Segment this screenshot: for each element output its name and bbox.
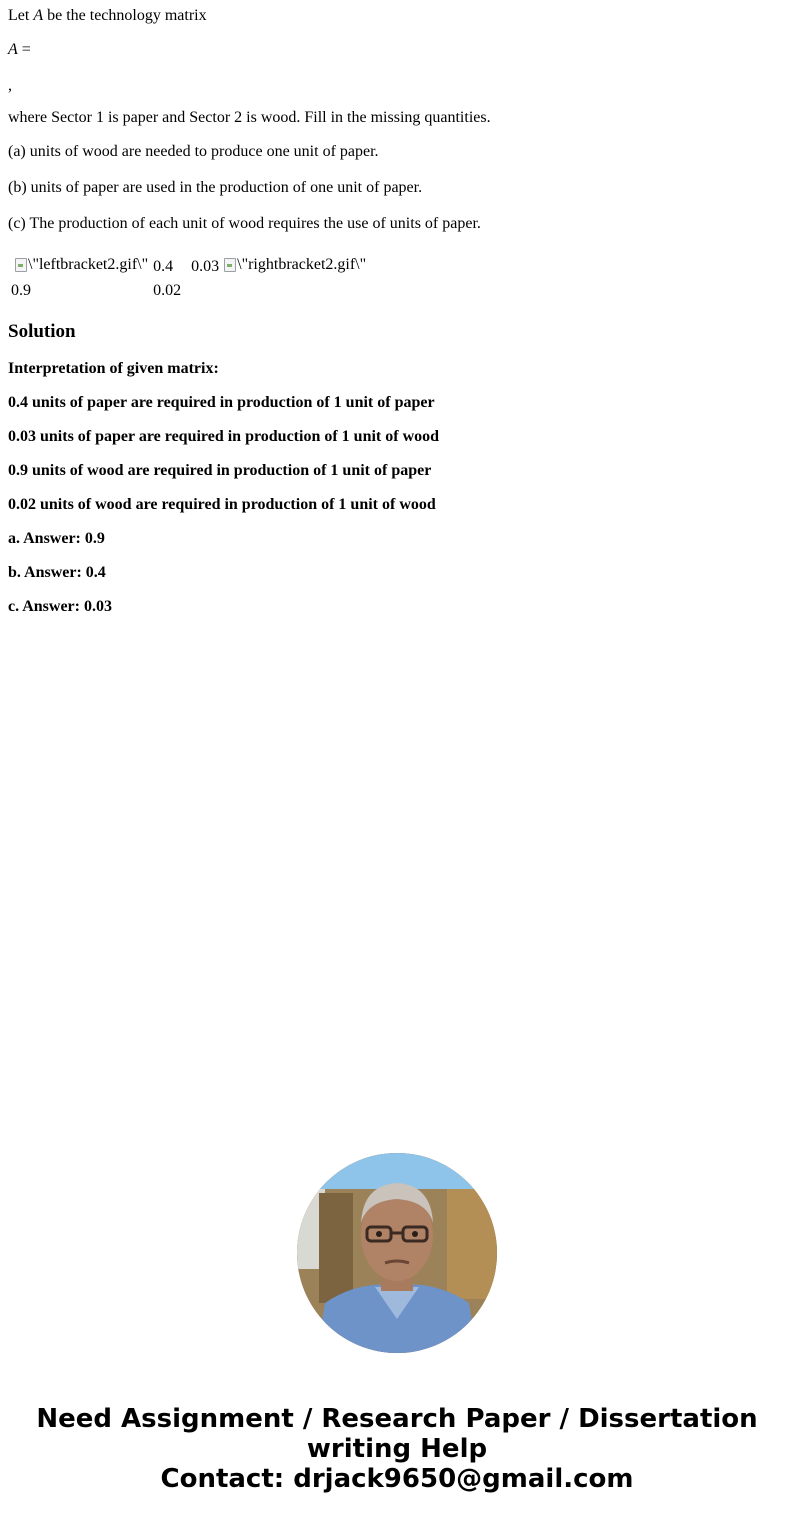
matrix-row-1 xyxy=(11,255,367,278)
intro-text-end: be the technology matrix xyxy=(43,7,207,24)
sector-description: where Sector 1 is paper and Sector 2 is wood. Fill in the missing quantities. xyxy=(8,109,491,126)
interpretation-line-4: 0.02 units of wood are required in production of 1 unit of wood xyxy=(8,496,436,513)
left-bracket-image xyxy=(11,255,149,278)
answer-c: c. Answer: 0.03 xyxy=(8,598,112,615)
author-portrait-illustration xyxy=(297,1153,497,1353)
right-bracket-alt-text: \"rightbracket2.gif\" xyxy=(237,256,367,273)
answer-b: b. Answer: 0.4 xyxy=(8,564,106,581)
promo-footer xyxy=(0,1404,794,1494)
interpretation-line-1: 0.4 units of paper are required in production of 1 unit of paper xyxy=(8,394,435,411)
left-bracket-alt-text: \"leftbracket2.gif\" xyxy=(28,256,149,273)
question-part-c: (c) The production of each unit of wood requires the use of units of paper. xyxy=(8,215,481,232)
matrix-cell-r1c2: 0.03 xyxy=(191,257,220,275)
contact-line: Contact: drjack9650@gmail.com xyxy=(160,1464,634,1494)
solution-heading: Solution xyxy=(8,321,76,342)
interpretation-heading: Interpretation of given matrix: xyxy=(8,360,219,377)
equals-sign: = xyxy=(17,41,31,58)
interpretation-line-3: 0.9 units of wood are required in production of 1 unit of paper xyxy=(8,462,432,479)
matrix-variable-eq: A xyxy=(8,41,18,58)
author-photo xyxy=(297,1153,497,1353)
right-bracket-image xyxy=(223,255,367,278)
matrix-variable: A xyxy=(33,7,44,24)
answer-a: a. Answer: 0.9 xyxy=(8,530,105,547)
matrix-equation xyxy=(8,40,31,60)
broken-image-icon xyxy=(224,258,236,272)
matrix-cell-r2c1: 0.9 xyxy=(11,282,31,299)
promo-line-2: writing Help xyxy=(306,1434,488,1464)
matrix-cell-r1c1: 0.4 xyxy=(153,257,174,275)
question-intro xyxy=(8,6,207,26)
matrix-cell-r2c2: 0.02 xyxy=(153,282,182,299)
question-part-b: (b) units of paper are used in the production of one unit of paper. xyxy=(8,179,423,196)
intro-text: Let xyxy=(8,7,34,24)
matrix-row-2 xyxy=(11,281,367,301)
comma: , xyxy=(8,77,12,94)
interpretation-line-2: 0.03 units of paper are required in production of 1 unit of wood xyxy=(8,428,440,445)
technology-matrix xyxy=(8,252,370,304)
question-part-a: (a) units of wood are needed to produce one unit of paper. xyxy=(8,143,379,160)
promo-line-1: Need Assignment / Research Paper / Dissertation xyxy=(36,1404,758,1434)
broken-image-icon xyxy=(15,258,27,272)
